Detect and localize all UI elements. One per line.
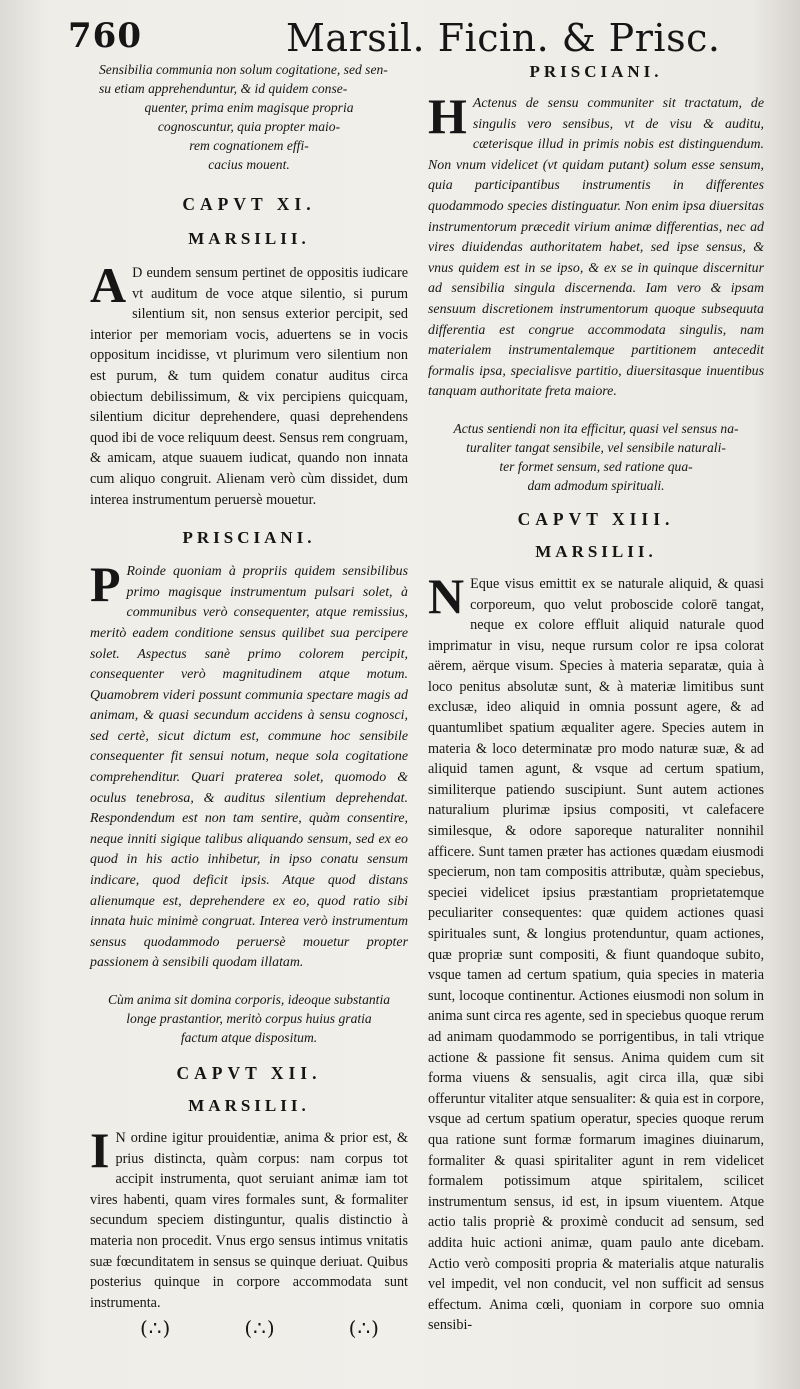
prisciani2-body (428, 88, 764, 403)
summary-line: longe prastantior, meritò corpus huius gratia (126, 1011, 372, 1026)
summary-line: factum atque dispositum. (180, 1030, 318, 1045)
chapter-heading: CAPVT XIII. (517, 508, 675, 529)
summary-line: cacius mouent. (208, 157, 290, 172)
prisciani2-text: Actenus de sensu communiter sit tractatum, de singulis vero sensibus, vt de visu & auditu, cæterisque illud in primis nobis est distinguendum. Non vnum videlicet (vt quidam putant) solum esse sensum, quia participantibus instrumentis in differentes quodammodo species distinguatur. Non enim ipsa diuersitas instrumentorum præcedit virium animæ differentias, nec ad vires diuidendas authoritatem habet, sed ipse sensus, & vnus quidem est in se ipso, & ex se in quinque discernitur ad sensibilia singula discernenda. Iam vero & ipsam sensuum discretionem instrumentorum quoque subsequuta differentia est congrue accommodata singulis, nam materialem instrumentalemque partitionem antecedit formalis ipsa, specialisve partitio, diuersitasque inuentibus tanquam authoritate freta maiore. (428, 96, 764, 400)
prisciani1-text: Roinde quoniam à propriis quidem sensibilibus primo magisque instrumentum pulsari solet, à communibus verò consequenter, atque remissius, meritò eadem conditione sensus quilibet sua percipere solet. Aspectus sanè primo colorem percipit, consequenter verò magnitudinem atque motum. Quamobrem videri possunt communia spectare magis ad animam, & quasi secundum accidens à sensu cognosci, sed certè, sicut dictum est, commune hoc sensibile consequenter fit sensui notum, neque sola cogitatione comprehenditur. Quari praterea solet, quomodo & oculus tenebrosa, & auditus silentium deprehendat. Respondendum est non tam sentire, quàm consentire, neque inniti sigique talibus aliquando sensum, sed ex eo quod in his actio inhibetur, in ipso conatu sensum indicare, quod deficit ipsis. Atque quod distans alienumque est, deprehendere ex eo, quod ratio sibi innata huic minimè congruat. Interea verò instrumentum sensus quodammodo peruersè mouetur propter passionem à sensibili quodam illatam. (90, 564, 408, 971)
chapter12-body (90, 1122, 408, 1313)
drop-cap: A (90, 257, 127, 313)
left-column (90, 58, 408, 1313)
chapter-heading: CAPVT XI. (182, 194, 316, 214)
chapter13-body (428, 567, 764, 1336)
ornament-row (140, 1316, 380, 1346)
page-number: 760 (68, 16, 142, 56)
ornament-glyph: (∴) (140, 1316, 172, 1340)
summary-line: su etiam apprehenduntur, & id quidem conse- (99, 81, 348, 96)
author-heading: MARSILII. (188, 229, 310, 248)
drop-cap: N (428, 567, 465, 624)
chapter12-text: N ordine igitur prouidentiæ, anima & prior est, & prius distincta, quàm corpus: nam corpus tot accipit instrumenta, quot seruiant animæ iam tot vires habenti, quam vires formales sunt, & formaliter secundum speciem distinguntur, qualis distinctio à materia non procedit. Vnus ergo sensus intimus vnitatis suæ fœcunditatem in sensus se quinque deriuat. Quibus posterius quinque in corpore accommodata sunt instrumenta. (90, 1130, 408, 1311)
summary-line: quenter, prima enim magisque propria (144, 100, 354, 115)
summary-line: Cùm anima sit domina corporis, ideoque substantia (107, 992, 391, 1007)
author-heading: PRISCIANI. (182, 528, 316, 548)
ornament-glyph: (∴) (244, 1316, 276, 1340)
ornament-glyph: (∴) (348, 1316, 380, 1340)
author-heading: MARSILII. (535, 541, 657, 561)
summary-line: cognoscuntur, quia propter maio- (157, 119, 341, 134)
chapter11-text: D eundem sensum pertinet de oppositis iudicare vt auditum de voce atque silentio, si purum silentium sit, non sensus exterior percipit, sed interior per memoriam vocis, aduertens se in vocis oppositum incidisse, vt plurimum vero silentium non est purum, & tum quidem conatur auditus circa obiectum debilissimum, & vix percipiens quicquam, silentium dicitur deprehendere, quasi deprehendens quod ibi de voce reliquum deest. Sensus rem congruam, & amicam, atque suauem iudicat, quando non innata cum aliquo congruit. Alienam verò cùm dissidet, dum interea instrumentum peruersè mouetur. (90, 265, 408, 508)
author-heading: MARSILII. (188, 1096, 310, 1115)
summary-line: rem cognationem effi- (189, 138, 309, 153)
summary-line: turaliter tangat sensibile, vel sensibile naturali- (466, 439, 726, 455)
intro-summary (99, 60, 399, 174)
summary-line: Sensibilia communia non solum cogitatione, sed sen- (99, 62, 388, 77)
chapter-heading: CAPVT XII. (176, 1063, 322, 1083)
chapter12-summary (90, 990, 408, 1047)
right-column (428, 58, 764, 1336)
summary-line: Actus sentiendi non ita efficitur, quasi vel sensus na- (453, 420, 739, 436)
running-head (68, 14, 748, 60)
drop-cap: H (428, 88, 467, 144)
drop-cap: I (90, 1122, 110, 1178)
author-heading: PRISCIANI. (529, 62, 663, 81)
summary-line: ter formet sensum, sed ratione qua- (499, 458, 693, 474)
summary-line: dam admodum spirituali. (527, 477, 665, 493)
prisciani1-body (90, 556, 408, 974)
chapter13-text: Eque visus emittit ex se naturale aliquid, & quasi corporeum, quo velut proboscide colorē tangat, neque ex colore effluit aliquid naturale quod imprimatur in visu, neque rursum color re ipsa colorat aërem, aërque visum. Species à materia separatæ, quia à loco penitus absolutæ sunt, & à materiæ limitibus sunt exclusæ, ideo aliquid in omnia possunt agere, & ad quantumlibet spatium æqualiter agere. Species autem in materia & loco determinatæ pro modo naturæ suæ, & ad aliquid tamen agunt, & vsque ad certum spatium, similiterque patiendo suscipiunt. Sunt autem actiones naturalium plurimæ ipsius compositi, vt calefacere similesque, & odore saporeque naturaliter nonnihil afficere. Sunt tamen præter has actiones quædam eiusmodi specierum, non tam compositis attributæ, quàm speciebus, speciei videlicet ipsius præstantiam proprietatemque peculiariter consequentes: quæ quidem actiones quasi spirituales sunt, & longius protenduntur, quam actiones, quæ propriæ sunt compositi, & fiunt quandoque subito, vsque tamen ad certum spatium, quia species in materia sunt, locoque continentur. Actiones eiusmodi non solum in anima sunt circa res agente, sed in speciebus quoque rerum ad animam quodammodo se porrigentibus, in tali vtrique actione & passione fit sensus. Anima quidem cum sit forma viuens & sensualis, agit circa illa, quæ sibi offeruntur vitaliter atque sensualiter: & quia est in corpore, vsque ad certum spatium operatur, species quoque rerum qua ratione sunt formæ formarum imagines diuinarum, formaliter & quasi spiritaliter agunt in rem videlicet formalem potissimum atque spiritalem, scilicet instrumentum sensus, id est, in ipsum viuentem. Atque actio talis propriè & proximè conducit ad sensum, sed addita huic actioni animæ, quam paulo ante dicebam. Actio verò compositi propria & materialis atque naturalis vel impedit, vel non conducit, vel non sufficit ad sensus effectum. Anima cœli, quoniam in corpore suo omnia sensibi- (428, 575, 764, 1334)
running-title: Marsil. Ficin. & Prisc. (286, 16, 721, 60)
chapter13-summary (428, 419, 764, 495)
chapter11-body (90, 257, 408, 510)
drop-cap: P (90, 556, 121, 613)
